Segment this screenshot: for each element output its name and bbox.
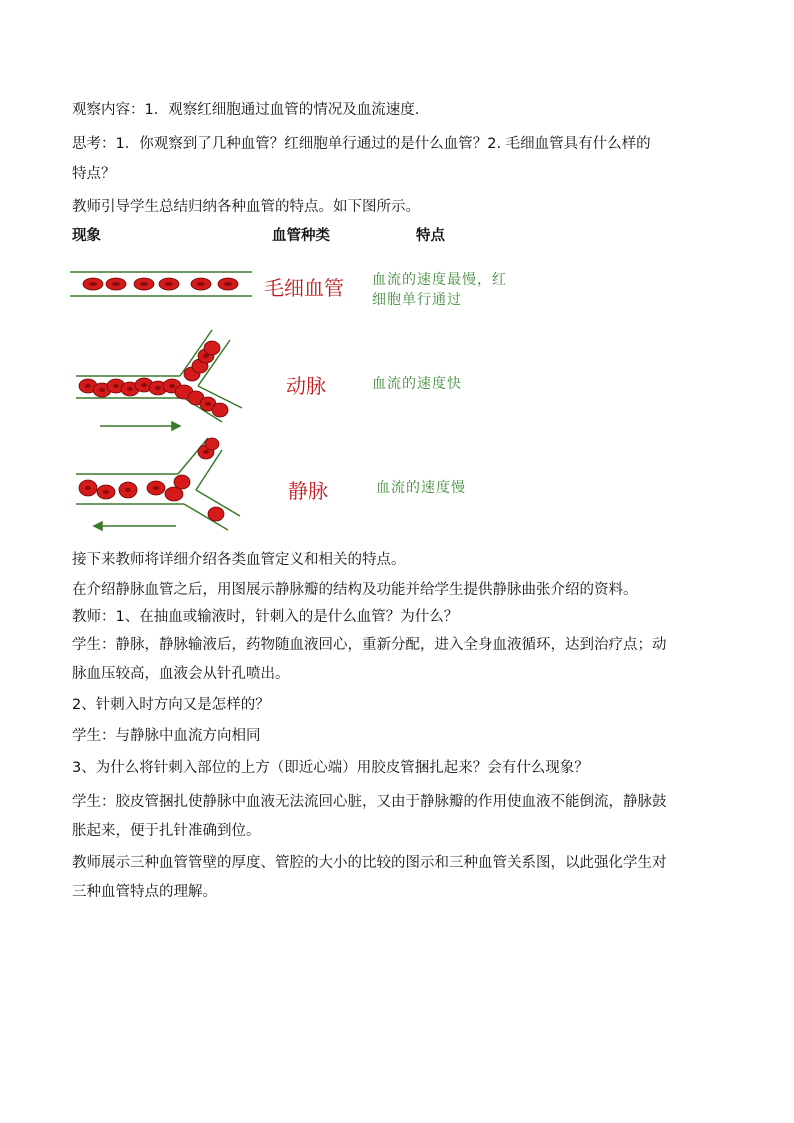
intro-summary: 教师引导学生总结归纳各种血管的特点。如下图所示。 — [72, 199, 420, 215]
question-2: 2、针刺入时方向又是怎样的？ — [72, 697, 270, 713]
teacher-summary-line1: 教师展示三种血管管壁的厚度、管腔的大小的比较的图示和三种血管关系图，以此强化学生对 — [72, 855, 667, 871]
vessel-desc-artery: 血流的速度快 — [372, 376, 462, 392]
student-answer-2: 学生：与静脉中血流方向相同 — [72, 728, 261, 744]
vessel-name-vein: 静脉 — [288, 479, 328, 503]
intro-question-line1: 思考：1．你观察到了几种血管？红细胞单行通过的是什么血管？2. 毛细血管具有什么样的 — [72, 136, 651, 152]
header-vessel-type: 血管种类 — [272, 228, 330, 244]
student-answer-3-line1: 学生：胶皮管捆扎使静脉中血液无法流回心脏，又由于静脉瓣的作用使血液不能倒流，静脉鼓 — [72, 794, 667, 810]
teacher-question-1: 教师：1、在抽血或输液时，针刺入的是什么血管？为什么？ — [72, 609, 459, 625]
intro-observation: 观察内容：1．观察红细胞通过血管的情况及血流速度. — [72, 102, 420, 118]
vessel-desc-vein: 血流的速度慢 — [376, 480, 466, 496]
vessel-name-artery: 动脉 — [286, 374, 326, 398]
vessel-desc-capillary-line1: 血流的速度最慢，红 — [372, 272, 507, 288]
vessel-name-capillary: 毛细血管 — [264, 276, 344, 300]
artery-figure — [72, 326, 252, 436]
question-3: 3、为什么将针刺入部位的上方（即近心端）用胶皮管捆扎起来？会有什么现象？ — [72, 760, 589, 776]
student-answer-3-line2: 胀起来，便于扎针准确到位。 — [72, 823, 261, 839]
header-phenomenon: 现象 — [72, 228, 101, 244]
body-intro: 接下来教师将详细介绍各类血管定义和相关的特点。 — [72, 552, 406, 568]
vessel-desc-capillary-line2: 细胞单行通过 — [372, 292, 462, 308]
header-feature: 特点 — [416, 228, 445, 244]
student-answer-1-line1: 学生：静脉，静脉输液后，药物随血液回心，重新分配，进入全身血液循环，达到治疗点；动 — [72, 637, 667, 653]
teacher-summary-line2: 三种血管特点的理解。 — [72, 884, 217, 900]
body-venous-valve: 在介绍静脉血管之后，用图展示静脉瓣的结构及功能并给学生提供静脉曲张介绍的资料。 — [72, 582, 638, 598]
capillary-figure — [70, 266, 255, 306]
intro-question-line2: 特点？ — [72, 166, 116, 182]
student-answer-1-line2: 脉血压较高，血液会从针孔喷出。 — [72, 666, 290, 682]
vein-figure — [72, 432, 252, 536]
